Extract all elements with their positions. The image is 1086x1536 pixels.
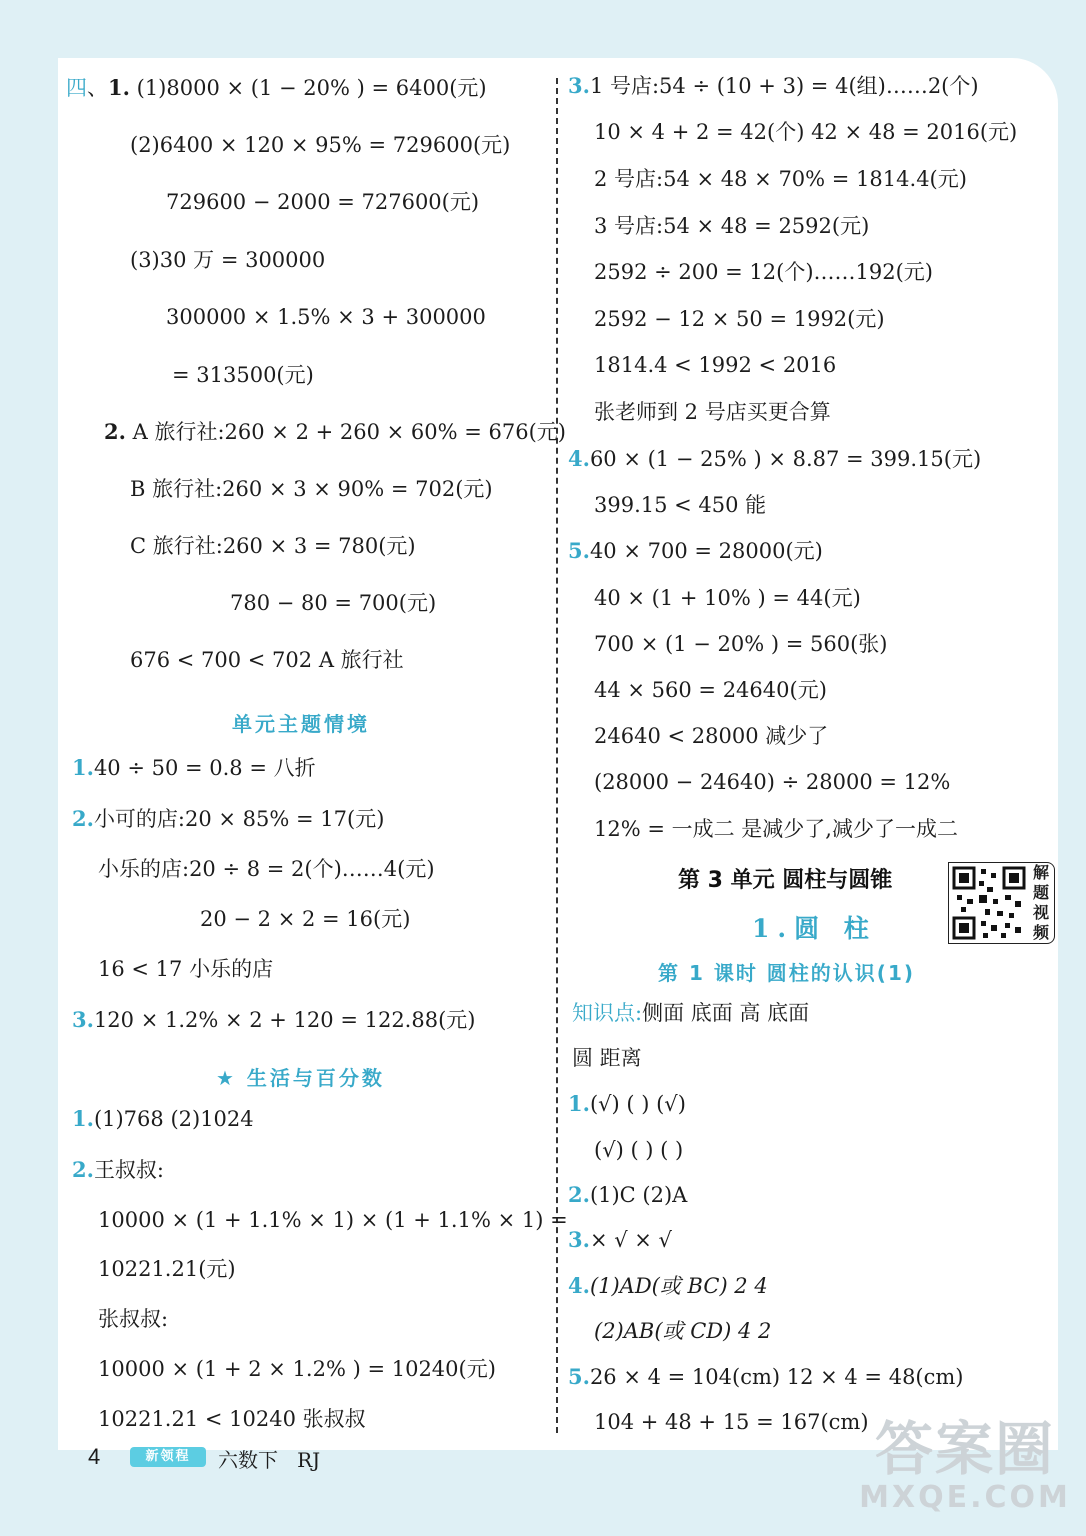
answer-c5 [568,1364,964,1390]
answer-line: 24640 < 28000 减少了 [594,724,829,748]
answer-line: B 旅行社:260 × 3 × 90% = 702(元) [130,477,493,501]
lesson-title: 第 1 课时 圆柱的认识(1) [658,961,916,985]
answer-line: 张叔叔: [98,1307,169,1331]
answer-line: 圆 距离 [572,1046,642,1070]
answer-line: 10000 × (1 + 2 × 1.2% ) = 10240(元) [98,1357,496,1381]
answer-line: 780 − 80 = 700(元) [230,591,437,615]
answer-line: 1 号店:54 ÷ (10 + 3) = 4(组)……2(个) [589,74,979,98]
watermark-logo [858,1415,1072,1530]
answer-line: = 313500(元) [172,363,314,387]
grade-label: 六数下 [218,1448,278,1472]
answer-line: 王叔叔: [93,1158,165,1182]
section-title-unit-theme: 单元主题情境 [232,712,370,736]
item-number: 2. [568,1182,590,1207]
answer-line: (1)8000 × (1 − 20% ) = 6400(元) [136,76,487,100]
footer-info [218,1444,320,1473]
answer-line: 16 < 17 小乐的店 [98,957,274,981]
section-subtitle: 1.圆 柱 [752,914,877,943]
answer-line: (1)768 (2)1024 [93,1107,254,1131]
answer-line: 侧面 底面 高 底面 [642,1001,810,1025]
answer-line: 44 × 560 = 24640(元) [594,678,827,702]
answer-r3 [568,73,979,99]
answer-4-1: 四、1. (1)8000 × (1 − 20% ) = 6400(元) [66,75,487,100]
answer-c2 [568,1182,687,1208]
item-number: 3. [568,73,590,98]
edition-label: RJ [297,1448,321,1472]
answer-u2 [72,806,384,832]
section-title-life [216,1062,385,1091]
answer-line: 小乐的店:20 ÷ 8 = 2(个)……4(元) [98,857,435,881]
unit-title: 第 3 单元 圆柱与圆锥 [678,868,893,893]
answer-line: × √ × √ [589,1228,672,1252]
answer-line: C 旅行社:260 × 3 = 780(元) [130,534,416,558]
answer-line: 10000 × (1 + 1.1% × 1) × (1 + 1.1% × 1) = [98,1208,568,1232]
answer-line: 10 × 4 + 2 = 42(个) 42 × 48 = 2016(元) [594,120,1018,144]
item-number: 1. [72,755,94,780]
answer-line: (1)C (2)A [589,1183,688,1207]
answer-line: (28000 − 24640) ÷ 28000 = 12% [594,770,951,794]
answer-line: 120 × 1.2% × 2 + 120 = 122.88(元) [93,1008,476,1032]
item-number: 3. [568,1227,590,1252]
answer-line: 40 × 700 = 28000(元) [589,539,823,563]
answer-line: 2592 − 12 × 50 = 1992(元) [594,307,885,331]
answer-line: 40 ÷ 50 = 0.8 = 八折 [93,756,316,780]
answer-line: (√) ( ) (√) [589,1092,686,1116]
watermark-text: 答案圈 [874,1415,1055,1483]
answer-c3 [568,1227,672,1253]
watermark-url: MXQE.COM [859,1480,1071,1515]
item-number: 2. [104,419,126,444]
item-number: 1. [72,1106,94,1131]
item-number: 5. [568,538,590,563]
knowledge-point [572,1000,809,1026]
answer-line: 20 − 2 × 2 = 16(元) [200,907,411,931]
section-title-text: 生活与百分数 [246,1066,385,1090]
answer-line: 40 × (1 + 10% ) = 44(元) [594,586,861,610]
answer-line: (3)30 万 = 300000 [130,248,326,272]
answer-line: 小可的店:20 × 85% = 17(元) [93,807,385,831]
item-number: 4. [568,1273,590,1298]
answer-line: 2 号店:54 × 48 × 70% = 1814.4(元) [594,167,967,191]
answer-line: (2)6400 × 120 × 95% = 729600(元) [130,133,511,157]
answer-line: (1)AD(或 BC) 2 4 [589,1274,768,1298]
answer-4-2 [104,419,566,445]
answer-line: 3 号店:54 × 48 = 2592(元) [594,214,870,238]
answer-u1 [72,755,316,781]
video-tag: 解题视频 [1028,862,1055,944]
item-number: 2. [72,1157,94,1182]
item-number: 3. [72,1007,94,1032]
answer-line: A 旅行社:260 × 2 + 260 × 60% = 676(元) [132,420,566,444]
qr-code-icon[interactable] [948,862,1030,944]
answer-line: 10221.21 < 10240 张叔叔 [98,1407,366,1431]
answer-c1 [568,1091,686,1117]
answer-line: 676 < 700 < 702 A 旅行社 [130,648,404,672]
answer-r5 [568,538,823,564]
section-head: 四 [66,76,87,100]
item-number: 1. [568,1091,590,1116]
answer-line: 60 × (1 − 25% ) × 8.87 = 399.15(元) [589,447,982,471]
answer-r4 [568,446,981,472]
item-number: 2. [72,806,94,831]
answer-line: 2592 ÷ 200 = 12(个)……192(元) [594,260,933,284]
answer-line: 104 + 48 + 15 = 167(cm) [594,1410,869,1434]
knowledge-label: 知识点: [572,1001,643,1025]
answer-line: 300000 × 1.5% × 3 + 300000 [166,305,486,329]
item-number: 1. [108,75,130,100]
answer-line: 700 × (1 − 20% ) = 560(张) [594,632,888,656]
page-number: 4 [88,1444,101,1469]
qr-code-graphic [949,863,1029,943]
answer-line: 10221.21(元) [98,1257,236,1281]
item-number: 4. [568,446,590,471]
answer-line: 399.15 < 450 能 [594,493,767,517]
answer-line: (2)AB(或 CD) 4 2 [594,1319,772,1343]
answer-line: 1814.4 < 1992 < 2016 [594,353,837,377]
answer-c4 [568,1273,768,1299]
answer-line: 26 × 4 = 104(cm) 12 × 4 = 48(cm) [589,1365,964,1389]
star-icon: ★ [216,1066,237,1090]
item-number: 5. [568,1364,590,1389]
brand-logo: 新领程 [130,1447,206,1467]
answer-line: 12% = 一成二 是减少了,减少了一成二 [594,817,958,841]
answer-l2 [72,1157,164,1183]
answer-u3 [72,1007,475,1033]
answer-l1 [72,1106,254,1132]
answer-line: 张老师到 2 号店买更合算 [594,400,831,424]
answer-line: (√) ( ) ( ) [594,1138,684,1162]
answer-line: 729600 − 2000 = 727600(元) [166,190,480,214]
